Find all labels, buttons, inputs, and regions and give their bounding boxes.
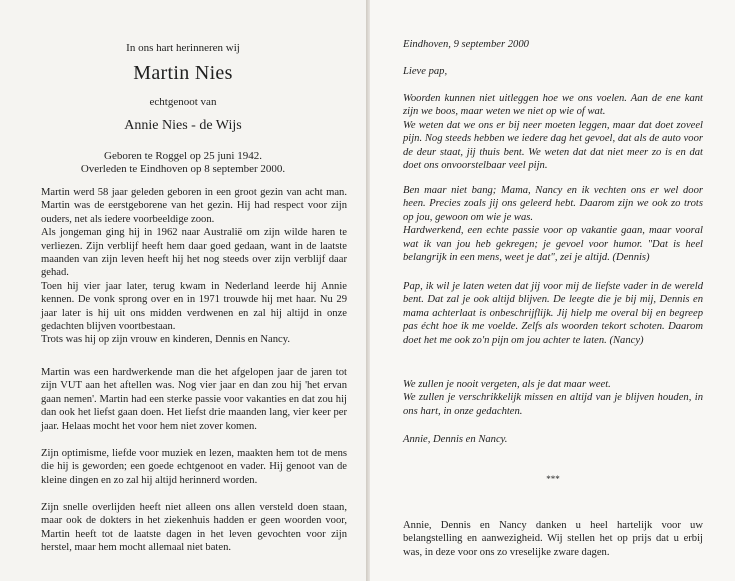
letter-block-1 — [403, 92, 703, 172]
biography-block-2 — [41, 366, 347, 433]
letter-block-4 — [403, 378, 703, 418]
intro-line: In ons hart herinneren wij — [126, 42, 240, 54]
biography-block-3 — [41, 447, 347, 487]
letter-paragraph: We zullen je nooit vergeten, als je dat maar weet. — [403, 379, 611, 390]
letter-paragraph: Pap, ik wil je laten weten dat jij voor mij de liefste vader in de wereld bent. Dat zal je ook altijd blijven. De leegte die je bij mij, Dennis en mama achterlaat is onbeschrijflijk. Jij hielp me overal bij en begreep pas écht hoe ik me voelde. Zelfs als woorden tekort schoten. Daarom doet het me ook zo'n pijn om jou achter te laten. (Nancy) — [403, 281, 703, 346]
letter-date: Eindhoven, 9 september 2000 — [403, 39, 529, 50]
bio-paragraph: Trots was hij op zijn vrouw en kinderen, Dennis en Nancy. — [41, 334, 291, 346]
spouse-name: Annie Nies - de Wijs — [124, 118, 242, 133]
bio-paragraph: Zijn snelle overlijden heeft niet alleen ons allen versteld doen staan, maar ook de dokters in het ziekenhuis hadden er geen woorden voor, Martin heeft tot de laatste dagen in het leven gevochten voor zijn herstel, maar hem mocht allemaal niet baten. — [41, 502, 347, 554]
thanks-text: Annie, Dennis en Nancy danken u heel hartelijk voor uw belangstelling en aanwezigheid. Wij stellen het op prijs dat u erbij was, in deze voor ons zo vreselijke zware dagen. — [403, 520, 703, 558]
letter-salutation: Lieve pap, — [403, 66, 448, 77]
separator: *** — [546, 474, 560, 484]
biography-block-4 — [41, 501, 347, 555]
letter-paragraph: Hardwerkend, een echte passie voor op vakantie gaan, maar vooral wat ik van jou heb gekregen; je gevoel voor humor. "Dat is heel belangrijk in een mens, weet je dat", zei je altijd. (Dennis) — [403, 225, 703, 264]
letter-paragraph: Ben maar niet bang; Mama, Nancy en ik vechten ons er wel door heen. Precies zoals jij ons geleerd hebt. Daarom zijn we ook zo trots op jou, gewoon om wie je was. — [403, 185, 703, 223]
letter-block-2 — [403, 184, 703, 264]
death-line: Overleden te Eindhoven op 8 september 2000. — [80, 163, 286, 175]
letter-paragraph: We weten dat we ons er bij neer moeten leggen, maar dat doet zoveel pijn. Nog steeds hebben we iedere dag het gevoel, dat als de auto voor de deur staat, jij thuis bent. We weten dat dat niet meer zo is en dat doet ons onvoorstelbaar veel pijn. — [403, 119, 703, 172]
letter-signature: Annie, Dennis en Nancy. — [403, 434, 508, 445]
bio-paragraph: Zijn optimisme, liefde voor muziek en lezen, maakten hem tot de mens die hij is geworden; een goede echtgenoot en vader. Hij genoot van de kleine dingen en zo zal hij altijd herinnerd worden. — [41, 448, 347, 486]
letter-paragraph: Woorden kunnen niet uitleggen hoe we ons voelen. Aan de ene kant zijn we boos, maar weten we niet op wie of wat. — [403, 93, 703, 118]
bio-paragraph: Martin werd 58 jaar geleden geboren in een groot gezin van acht man. Martin was de eerstgeborene van het gezin. Hij had respect voor zijn ouders, net als iedere voorbeeldige zoon. — [41, 187, 347, 225]
letter-block-3 — [403, 280, 703, 347]
spouse-label: echtgenoot van — [149, 96, 217, 108]
bio-paragraph: Toen hij vier jaar later, terug kwam in Nederland leerde hij Annie kennen. De vonk sprong over en in 1971 trouwde hij met haar. Nu 29 jaar later is hij uit ons midden verdwenen en zal hij altijd in onze gedachten blijven voortbestaan. — [41, 280, 347, 333]
deceased-name: Martin Nies — [133, 62, 233, 84]
birth-line: Geboren te Roggel op 25 juni 1942. — [104, 150, 262, 162]
bio-paragraph: Als jongeman ging hij in 1962 naar Australië om zijn wilde haren te verliezen. Zijn verblijf heeft hem daar goed gedaan, want in de laatste maanden van zijn leven heeft hij het nog steeds over zijn verblijf daar gehad. — [41, 227, 347, 279]
letter-paragraph: We zullen je verschrikkelijk missen en altijd van je blijven houden, in ons hart, in onze gedachten. — [403, 392, 703, 417]
biography-block-1 — [41, 186, 347, 347]
bio-paragraph: Martin was een hardwerkende man die het afgelopen jaar de jaren tot zijn VUT aan het aftellen was. Nog vier jaar en dan zou hij 'het ervan gaan nemen'. Martin had een sterke passie voor vakanties en dat zou hij dan ook het liefst gaan doen. Het liefst drie maanden lang, vier keer per jaar. Helaas mocht het voor hem niet zover komen. — [41, 367, 347, 432]
